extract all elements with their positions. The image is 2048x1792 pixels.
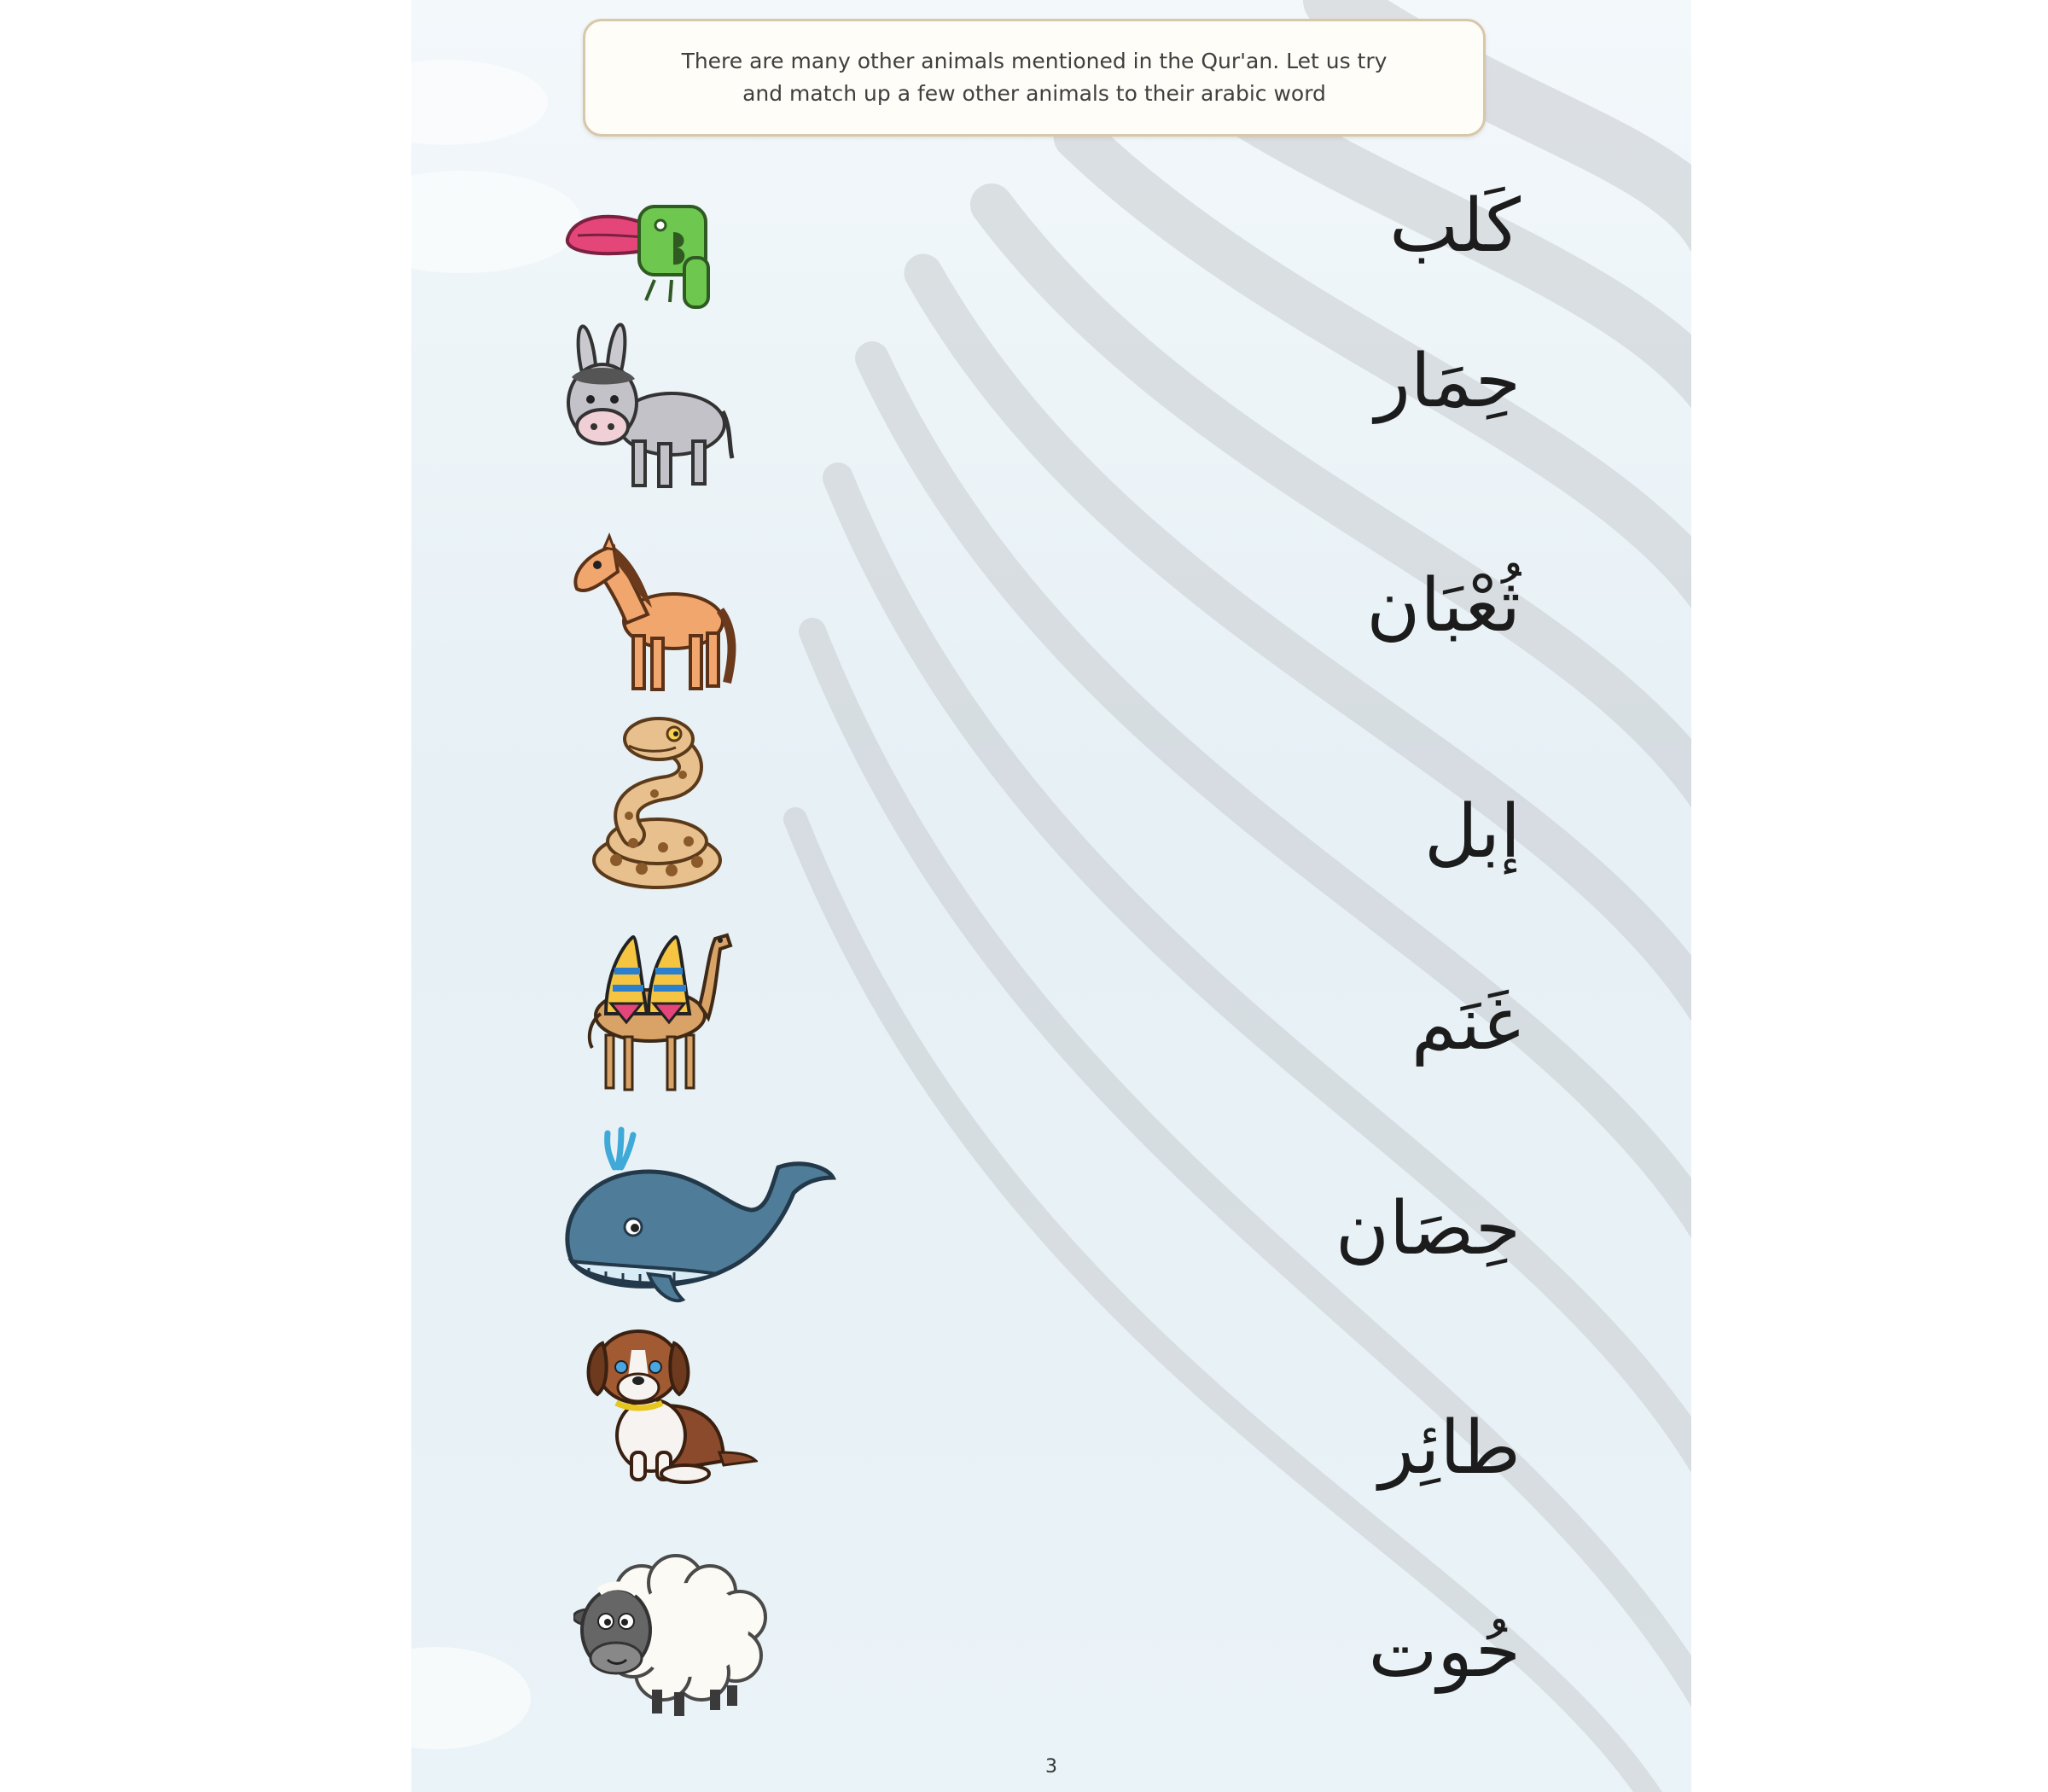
- arabic-word-7[interactable]: طائِر: [1378, 1405, 1521, 1491]
- horse-icon[interactable]: [567, 529, 737, 695]
- whale-icon[interactable]: [555, 1125, 836, 1312]
- instruction-line-2: and match up a few other animals to their arabic word: [742, 81, 1326, 106]
- arabic-word-3[interactable]: ثُعْبَان: [1366, 563, 1521, 649]
- donkey-icon[interactable]: [565, 317, 736, 497]
- arabic-word-1[interactable]: كَلب: [1389, 183, 1521, 269]
- sheep-icon[interactable]: [573, 1549, 774, 1719]
- snake-icon[interactable]: [582, 715, 727, 894]
- instruction-line-1: There are many other animals mentioned in the Qur'an. Let us try: [681, 49, 1388, 73]
- arabic-word-2[interactable]: حِمَار: [1375, 339, 1521, 424]
- arabic-word-4[interactable]: إبل: [1424, 789, 1521, 875]
- page-number: 3: [1045, 1756, 1057, 1777]
- arabic-word-6[interactable]: حِصَان: [1335, 1186, 1521, 1271]
- worksheet-page: [411, 0, 1691, 1792]
- camel-icon[interactable]: [580, 920, 734, 1095]
- dog-icon[interactable]: [579, 1324, 758, 1487]
- instruction-box: [583, 19, 1486, 137]
- arabic-word-5[interactable]: غَنَم: [1411, 981, 1521, 1067]
- toucan-icon[interactable]: [561, 198, 723, 317]
- arabic-word-8[interactable]: حُوت: [1368, 1609, 1521, 1694]
